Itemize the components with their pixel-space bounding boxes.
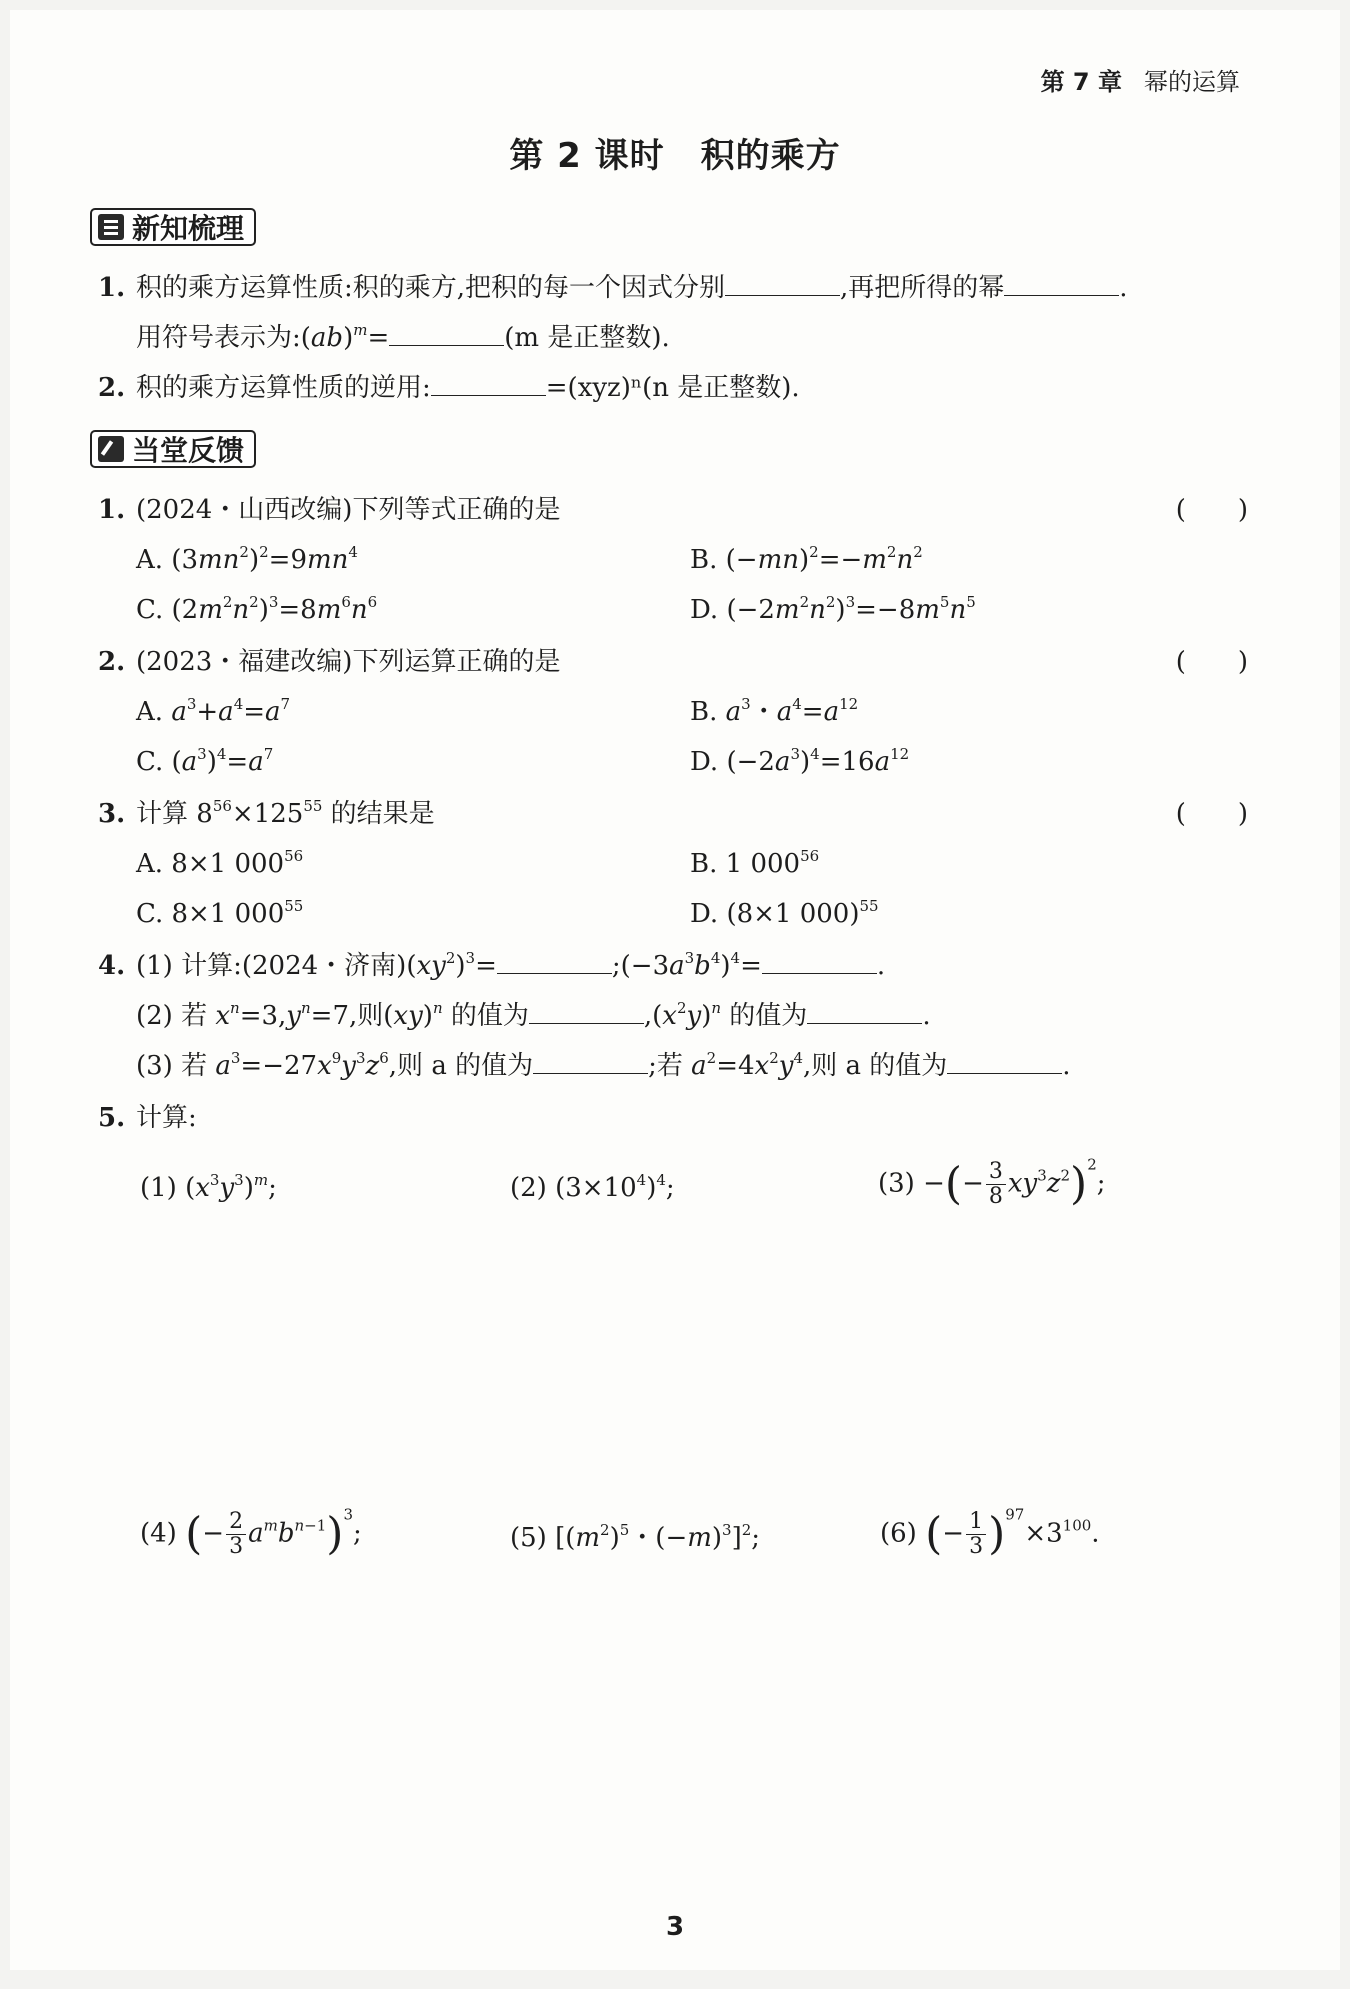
q5-part5: (5) [$(m^2)^5$・$(-m)^3]^2$; xyxy=(510,1521,761,1553)
answer-blank[interactable] xyxy=(807,999,922,1024)
page-number: 3 xyxy=(665,1912,685,1942)
q1-stem: (2024・山西改编)下列等式正确的是 xyxy=(136,495,561,525)
chapter-label: 第 7 章 xyxy=(1040,68,1122,96)
q4-3-text-d: ,则 a 的值为 xyxy=(802,1051,948,1081)
lesson-name: 积的乘方 xyxy=(700,136,841,176)
lesson-title xyxy=(10,128,1340,177)
answer-blank[interactable] xyxy=(762,949,877,974)
q1-text-c: 用符号表示为: xyxy=(136,323,301,353)
section-new-knowledge xyxy=(90,208,256,246)
q4-2-text-a: (2) 若 xyxy=(136,1001,216,1031)
answer-blank[interactable] xyxy=(947,1049,1062,1074)
q4-3-text-a: (3) 若 xyxy=(136,1051,216,1081)
q3-stem-b: 的结果是 xyxy=(322,799,435,829)
lesson-number: 第 2 课时 xyxy=(509,136,665,176)
page xyxy=(10,10,1340,1970)
q4-2-text-b: ,则 xyxy=(349,1001,384,1031)
pencil-icon xyxy=(98,436,124,462)
feedback-q4-part1: 4. (1) 计算:(2024・济南)$(xy^2)^3=$ $;(-3a^3b^4)^4=$ . xyxy=(98,949,886,981)
q4-2-text-d: 的值为 xyxy=(721,1001,808,1031)
answer-blank[interactable] xyxy=(529,999,644,1024)
answer-blank[interactable] xyxy=(1004,271,1119,296)
option-a[interactable]: A. 8×1 $000^{56}$ xyxy=(136,847,304,879)
q1-text-d: (m 是正整数). xyxy=(504,323,670,353)
knowledge-q2: 2. 积的乘方运算性质的逆用: =(xyz)ⁿ(n 是正整数). xyxy=(98,373,800,403)
feedback-q3-stem: 3. 计算 $8^{56}\times 125^{55}$ 的结果是 xyxy=(98,797,435,829)
q5-part2: (2) $(3\times 10^4)^4$; xyxy=(510,1171,675,1203)
answer-blank[interactable] xyxy=(497,949,612,974)
q1-text-a: 积的乘方运算性质:积的乘方,把积的每一个因式分别 xyxy=(136,273,726,303)
feedback-q5-stem: 5. 计算: xyxy=(98,1103,197,1133)
q5-stem: 计算: xyxy=(136,1103,197,1133)
answer-blank[interactable] xyxy=(533,1049,648,1074)
q2-stem: (2023・福建改编)下列运算正确的是 xyxy=(136,647,561,677)
feedback-q1-stem: 1. (2024・山西改编)下列等式正确的是 xyxy=(98,495,561,525)
q4-3-text-c: ;若 xyxy=(648,1051,692,1081)
answer-blank[interactable] xyxy=(725,271,840,296)
q4-2-text-c: 的值为 xyxy=(442,1001,529,1031)
answer-bracket[interactable]: ( ) xyxy=(1175,799,1248,829)
option-b[interactable]: B. $(-mn)^2=-m^2n^2$ xyxy=(690,543,923,575)
feedback-q2-stem: 2. (2023・福建改编)下列运算正确的是 xyxy=(98,647,561,677)
q1-text-b: ,再把所得的幂 xyxy=(840,273,1005,303)
section-feedback xyxy=(90,430,256,468)
option-a[interactable]: A. $a^3+a^4=a^7$ xyxy=(136,695,291,727)
knowledge-q1-line1: 1. 积的乘方运算性质:积的乘方,把积的每一个因式分别 ,再把所得的幂 . xyxy=(98,273,1128,303)
answer-blank[interactable] xyxy=(389,321,504,346)
answer-bracket[interactable]: ( ) xyxy=(1175,647,1248,677)
answer-blank[interactable] xyxy=(431,371,546,396)
q5-part4: (4) (− $\frac{2}{3}$ $a^mb^{n-1})^3$; xyxy=(140,1505,362,1560)
q5-part1: (1) $(x^3y^3)^m$; xyxy=(140,1171,277,1203)
answer-bracket[interactable]: ( ) xyxy=(1175,495,1248,525)
q4-3-text-b: ,则 a 的值为 xyxy=(388,1051,534,1081)
chapter-topic: 幂的运算 xyxy=(1144,68,1240,96)
q5-part6: (6) (− $\frac{1}{3}$ )$^{97}\times 3^{100}$. xyxy=(880,1505,1100,1560)
option-d[interactable]: D. (8×1 000)$^{55}$ xyxy=(690,897,879,929)
section-label: 新知梳理 xyxy=(132,212,245,245)
q4-1-text: (1) 计算:(2024・济南) xyxy=(136,951,407,981)
book-icon xyxy=(98,214,124,240)
q3-stem-a: 计算 xyxy=(136,799,197,829)
option-b[interactable]: B. $a^3$・$a^4=a^{12}$ xyxy=(690,695,859,727)
option-d[interactable]: D. $(-2m^2n^2)^3=-8m^5n^5$ xyxy=(690,593,976,625)
running-header xyxy=(1041,62,1240,97)
option-a[interactable]: A. $(3mn^2)^2=9mn^4$ xyxy=(136,543,358,575)
option-b[interactable]: B. 1 $000^{56}$ xyxy=(690,847,820,879)
knowledge-q1-line2: 用符号表示为:(ab)$^m$= (m 是正整数). xyxy=(136,321,670,353)
q2-text-b: =(xyz)ⁿ(n 是正整数). xyxy=(545,373,800,403)
option-c[interactable]: C. 8×1 $000^{55}$ xyxy=(136,897,304,929)
feedback-q4-part3: (3) 若 $a^3=-27x^9y^3z^6$,则 a 的值为 ;若 $a^2=4x^2y^4$,则 a 的值为 . xyxy=(136,1049,1071,1081)
option-c[interactable]: C. $(2m^2n^2)^3=8m^6n^6$ xyxy=(136,593,378,625)
q2-text-a: 积的乘方运算性质的逆用: xyxy=(136,373,431,403)
q5-part3: (3) −(− $\frac{3}{8}$ $xy^3z^2)^2$; xyxy=(878,1155,1106,1210)
section-label: 当堂反馈 xyxy=(132,434,245,467)
option-d[interactable]: D. $(-2a^3)^4=16a^{12}$ xyxy=(690,745,910,777)
option-c[interactable]: C. $(a^3)^4=a^7$ xyxy=(136,745,274,777)
feedback-q4-part2: (2) 若 $x^n=3,y^n=7$,则(xy)$^n$ 的值为 $,(x^2y)^n$ 的值为 . xyxy=(136,999,931,1031)
